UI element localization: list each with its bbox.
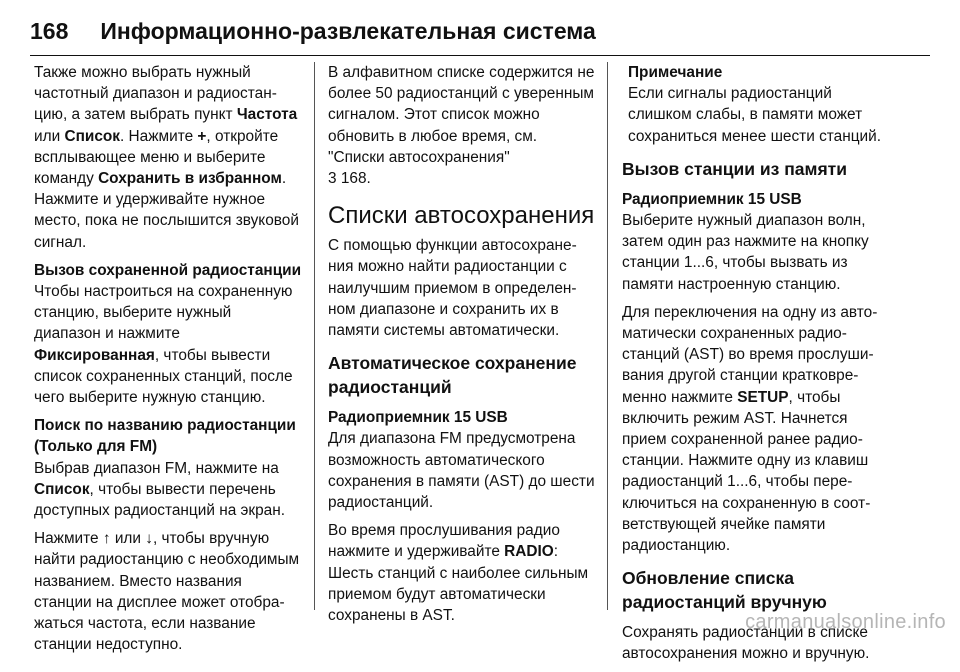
paragraph-autostore-intro: С помощью функции автосохранения можно найти радиостанции с наилучшим приемом в определенном диапазоне и сохранить их в памяти системы автоматически. [328, 237, 577, 340]
text: , чтобы включить режим AST. Начнется прием сохраненной ранее радиостанции. Нажмите одну из клавиш радиостанций 1...6, чтобы переключиться на сохраненную в соответствующей ячейке памяти радиостанцию. [622, 388, 871, 555]
watermark: carmanualsonline.info [745, 611, 946, 633]
text: . Нажмите [120, 127, 198, 145]
paragraph-recall-station [34, 281, 302, 408]
button-term-setup: SETUP [737, 388, 789, 406]
column-2 [328, 62, 596, 633]
note-title: Примечание [628, 64, 723, 81]
paragraph-alphabetical-list [328, 62, 596, 189]
column-1 [34, 62, 302, 662]
note-text: Если сигналы радиостанций слишком слабы, в памяти может сохраниться менее шести станций. [628, 85, 882, 145]
column-divider-2 [607, 62, 608, 610]
menu-term-list: Список [64, 127, 120, 145]
menu-term-frequency: Частота [236, 106, 298, 124]
text: : Шесть станций с наиболее сильным приемом будут автоматически сохранены в AST. [328, 543, 589, 625]
paragraph-select-favorite [34, 62, 302, 253]
page-number: 168 [30, 18, 69, 44]
page-reference: 168. [336, 170, 371, 188]
text: Также можно выбрать нужный частотный диапазон и радиостанцию, а затем выбрать пункт [34, 64, 277, 124]
paragraph-ast-press-radio [328, 520, 596, 626]
header-rule [30, 55, 930, 56]
paragraph-arrow-search: Нажмите ↑ или ↓, чтобы вручную найти радиостанцию с необходимым названием. Вместо названия станции на дисплее может отображаться частота, если название станции недоступно. [34, 530, 300, 654]
text: . Нажмите и удерживайте нужное место, пока не послышится звуковой сигнал. [34, 170, 299, 251]
paragraph-ast-description: Для диапазона FM предусмотрена возможность автоматического сохранения в памяти (AST) до шести радиостанций. [328, 430, 595, 512]
menu-term-fixed: Фиксированная [34, 346, 155, 364]
column-3 [622, 62, 890, 672]
text: , откройте всплывающее меню и выберите команду [34, 127, 279, 188]
section-title-autostore-lists: Списки автосохранения [328, 202, 595, 230]
subsection-title-recall-from-memory: Вызов станции из памяти [622, 158, 848, 179]
section-heading-search-by-name: Поиск по названию радиостанции (Только для FM) [34, 417, 296, 456]
button-term-radio: RADIO [504, 543, 554, 561]
text: Выбрав диапазон FM, нажмите на [34, 459, 279, 477]
menu-term-save-favorite: Сохранить в избранном [98, 170, 282, 188]
subsection-title-auto-store: Автоматическое сохранение радиостанций [328, 353, 577, 398]
text: Во время прослушивания радио нажмите и удерживайте [328, 522, 560, 561]
text: или [34, 127, 65, 145]
paragraph-manual-save: Сохранять радиостанции в списке автосохранения можно и вручную. [622, 624, 870, 663]
text: Для переключения на одну из автоматически сохраненных радиостанций (AST) во время прослушивания другой станции кратковременно нажмите [622, 303, 878, 406]
column-divider-1 [314, 62, 315, 610]
model-label: Радиоприемник 15 USB [622, 190, 802, 208]
menu-term-list: Список [34, 480, 90, 498]
paragraph-select-band: Выберите нужный диапазон волн, затем один раз нажмите на кнопку станции 1...6, чтобы вызвать из памяти настроенную станцию. [622, 212, 869, 293]
page-reference-arrow-icon: 3 [328, 170, 337, 188]
plus-icon: + [197, 127, 207, 145]
text: , чтобы вывести список сохраненных станций, после чего выберите нужную станцию. [34, 346, 293, 407]
subsection-title-manual-update: Обновление списка радиостанций вручную [622, 568, 827, 613]
paragraph-search-by-name [34, 458, 302, 522]
text: В алфавитном списке содержится не более 50 радиостанций с уверенным сигналом. Этот список можно обновить в любое время, см. "Списки автосохранения" [328, 64, 595, 166]
section-heading-recall-station: Вызов сохраненной радиостанции [34, 261, 302, 279]
paragraph-switch-ast [622, 302, 890, 556]
note-box [622, 62, 890, 147]
model-label: Радиоприемник 15 USB [328, 409, 508, 427]
page-header [30, 18, 930, 45]
text: Чтобы настроиться на сохраненную станцию, выберите нужный диапазон и нажмите [34, 283, 293, 343]
page-title: Информационно-развлекательная система [100, 18, 596, 44]
text: , чтобы вывести перечень доступных радиостанций на экран. [34, 480, 286, 520]
